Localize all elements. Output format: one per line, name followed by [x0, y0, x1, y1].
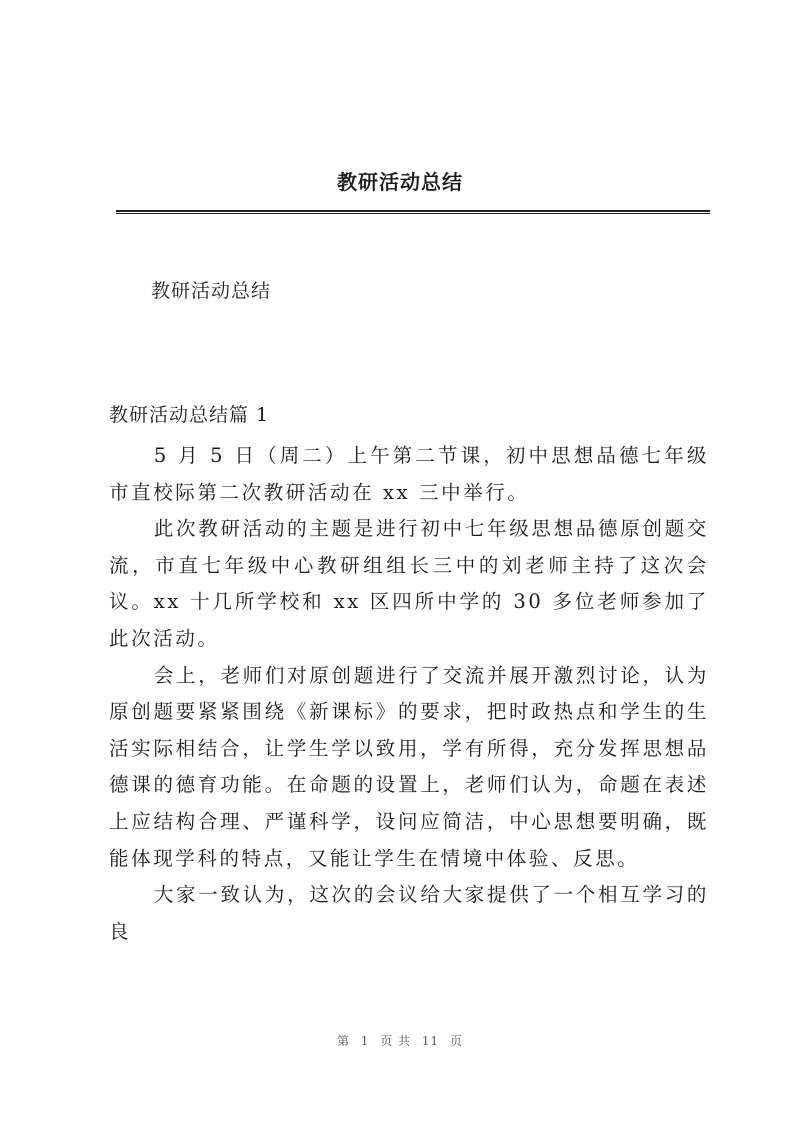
paragraph: 会上，老师们对原创题进行了交流并展开激烈讨论，认为原创题要紧紧围绕《新课标》的要求，把时政热点和学生的生活实际相结合，让学生学以致用，学有所得，充分发挥思想品德课的德育功能。在命题的设置上，老师们认为，命题在表述上应结构合理、严谨科学，设问应简洁，中心思想要明确，既能体现学科的特点，又能让学生在情境中体验、反思。: [109, 663, 709, 870]
body-text: [109, 438, 709, 950]
current-page-number: 1: [360, 1034, 370, 1048]
header-divider: [116, 210, 710, 214]
total-pages-number: 11: [421, 1034, 440, 1048]
page-label-prefix: 第: [336, 1034, 350, 1048]
paragraph: 大家一致认为，这次的会议给大家提供了一个相互学习的良: [109, 883, 709, 943]
page-label-suffix: 页: [450, 1034, 464, 1048]
paragraph: 此次教研活动的主题是进行初中七年级思想品德原创题交流，市直七年级中心教研组组长三中的刘老师主持了这次会议。xx 十几所学校和 xx 区四所中学的 30 多位老师参加了此次活动。: [109, 517, 709, 650]
page-header-title: 教研活动总结: [337, 170, 463, 194]
paragraph: 5 月 5 日（周二）上午第二节课，初中思想品德七年级市直校际第二次教研活动在 xx 三中举行。: [109, 444, 709, 504]
section-heading: 教研活动总结篇 1: [109, 404, 270, 426]
page-footer: [0, 1032, 800, 1049]
document-heading: 教研活动总结: [151, 280, 272, 302]
page-label-middle: 页 共: [380, 1034, 412, 1048]
